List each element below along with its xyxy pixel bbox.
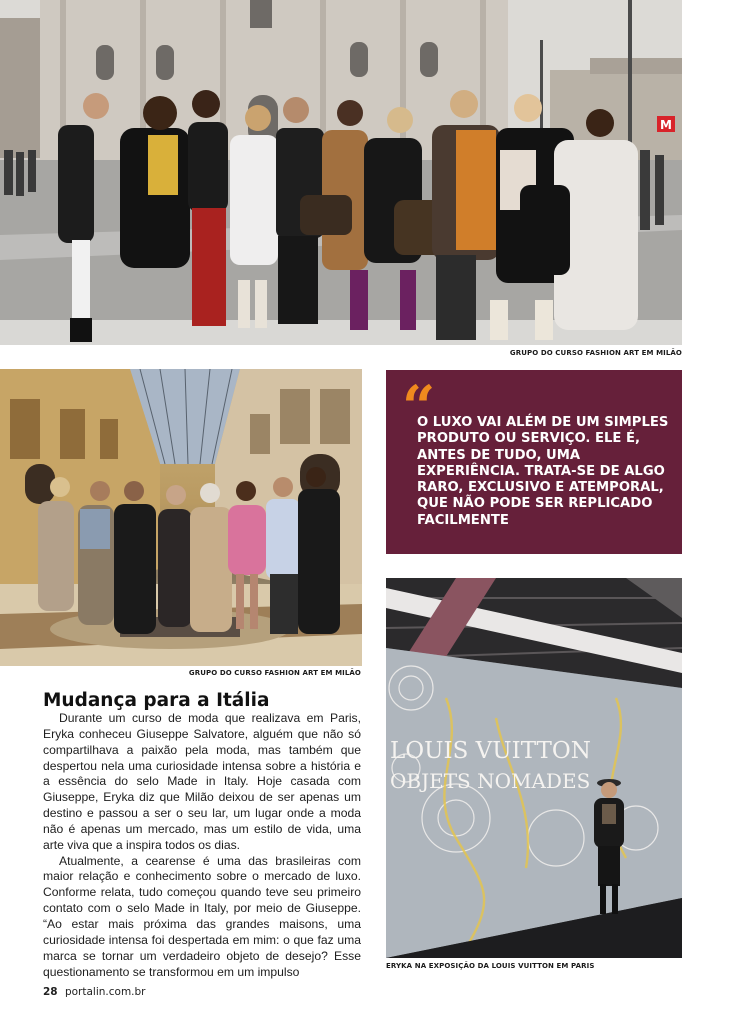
galleria-group-photo xyxy=(0,369,362,666)
article-headline: Mudança para a Itália xyxy=(43,690,270,711)
article-paragraph: Durante um curso de moda que realizava em Paris, Eryka conheceu Giuseppe Salvatore, alguém que não só compartilhava a paixão pela moda, mas também que despertou nela uma curiosidade intensa sobre a história e a essência do selo Made in Italy. Hoje casada com Giuseppe, Eryka diz que Milão deixou de ser apenas um destino e passou a ser o seu lar, um lugar onde a moda não é apenas um mercado, mas um estilo de vida, uma arte viva que a inspira todos os dias. xyxy=(43,711,361,852)
lv-wall-title: LOUIS VUITTON xyxy=(390,738,591,764)
pull-quote-text: O LUXO VAI ALÉM DE UM SIMPLES PRODUTO OU SERVIÇO. ELE É, ANTES DE TUDO, UMA EXPERIÊNCIA. TRATA-SE DE ALGO RARO, EXCLUSIVO E ATEMPORAL, QUE NÃO PODE SER REPLICADO FACILMENTE xyxy=(417,415,669,528)
article-body xyxy=(43,711,361,980)
duomo-photo-caption: GRUPO DO CURSO FASHION ART EM MILÃO xyxy=(509,349,682,357)
metro-sign-label: M xyxy=(660,118,672,132)
quote-mark-icon: “ xyxy=(402,373,436,441)
page-footer xyxy=(43,986,146,998)
lv-photo-caption: ERYKA NA EXPOSIÇÃO DA LOUIS VUITTON EM PARIS xyxy=(386,962,595,970)
lv-wall-subtitle: OBJETS NOMADES xyxy=(390,769,591,793)
duomo-group-photo xyxy=(0,0,682,345)
lv-exhibition-photo xyxy=(386,578,682,958)
page-number: 28 xyxy=(43,986,58,998)
pull-quote xyxy=(386,370,682,554)
galleria-photo-caption: GRUPO DO CURSO FASHION ART EM MILÃO xyxy=(188,669,361,677)
article-paragraph: Atualmente, a cearense é uma das brasileiras com maior relação e conhecimento sobre o mercado de luxo. Conforme relata, tudo começou quando teve seu primeiro contato com o selo Made in Italy, por meio de Giuseppe. “Ao estar mais próxima das grandes maisons, uma curiosidade intensa foi despertada em mim: o que faz uma marca se tornar um verdadeiro objeto de desejo? Esse questionamento se transformou em um impulso xyxy=(43,853,361,979)
site-url[interactable]: portalin.com.br xyxy=(64,986,146,998)
